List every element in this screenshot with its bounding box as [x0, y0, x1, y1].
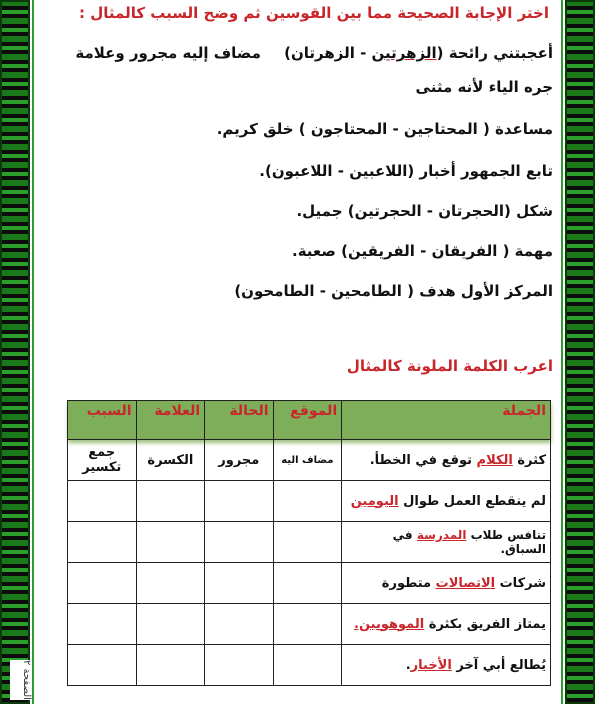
- border-inner-line-right: [561, 0, 563, 704]
- sentence-text: شركات: [495, 575, 546, 591]
- row-sentence: [342, 440, 551, 481]
- cell-position[interactable]: [273, 563, 342, 604]
- cell-case[interactable]: [205, 604, 273, 645]
- sentence-text: يمتاز الفريق بكثرة: [424, 616, 546, 632]
- cell-mark[interactable]: [136, 522, 205, 563]
- row-sentence: [342, 645, 551, 686]
- colored-word: الكلام: [476, 452, 513, 468]
- cell-reason[interactable]: [68, 481, 137, 522]
- sentence-text: في السباق.: [392, 528, 546, 556]
- row-sentence: [342, 563, 551, 604]
- decorative-border-right: [565, 0, 595, 704]
- example-text-before: أعجبتني رائحة (: [436, 44, 553, 62]
- exercise-item-1: مساعدة ( المحتاجين - المحتاجون ) خلق كريم.: [216, 120, 553, 138]
- table-row: [68, 604, 551, 645]
- example-note-line2: جره الياء لأنه مثنى: [415, 78, 553, 96]
- header-case: الحالة: [205, 401, 273, 440]
- cell-position: مضاف اليه: [273, 440, 342, 481]
- decorative-border-left: [0, 0, 30, 704]
- cell-position[interactable]: [273, 522, 342, 563]
- exercise-item-2: تابع الجمهور أخبار (اللاعبين - اللاعبون).: [259, 162, 553, 180]
- cell-position[interactable]: [273, 604, 342, 645]
- sentence-text: توقع في الخطأ.: [369, 452, 477, 468]
- colored-word: المدرسة: [416, 528, 467, 542]
- row-sentence: [342, 604, 551, 645]
- colored-word: الموهوبين.: [354, 616, 425, 632]
- cell-reason[interactable]: [68, 604, 137, 645]
- table-header-row: [68, 401, 551, 440]
- worksheet: [21, 0, 555, 704]
- table-row: [68, 645, 551, 686]
- cell-position[interactable]: [273, 481, 342, 522]
- section2-heading: اعرب الكلمة الملونة كالمثال: [346, 357, 553, 375]
- cell-mark: الكسرة: [136, 440, 205, 481]
- row-sentence: [342, 481, 551, 522]
- cell-mark[interactable]: [136, 604, 205, 645]
- sentence-text: يُطالع أبي آخر: [451, 657, 546, 673]
- cell-mark[interactable]: [136, 481, 205, 522]
- cell-mark[interactable]: [136, 645, 205, 686]
- sentence-text: كثرة: [512, 452, 546, 468]
- header-mark: العلامة: [136, 401, 205, 440]
- row-sentence: [342, 522, 551, 563]
- cell-reason[interactable]: [68, 563, 137, 604]
- border-inner-line-left: [32, 0, 34, 704]
- cell-case[interactable]: [205, 522, 273, 563]
- cell-reason: جمع تكسير: [68, 440, 137, 481]
- table-row: [68, 440, 551, 481]
- exercise-item-4: مهمة ( الفريقان - الفريقين) صعبة.: [292, 242, 553, 260]
- section1-heading: اختر الإجابة الصحيحة مما بين القوسين ثم وضح السبب كالمثال :: [79, 4, 549, 22]
- header-reason: السبب: [68, 401, 137, 440]
- parsing-table: [67, 400, 551, 686]
- sentence-text: لم ينقطع العمل طوال: [398, 493, 546, 509]
- cell-case: مجرور: [205, 440, 273, 481]
- example-note: مضاف إليه مجرور وعلامة: [75, 44, 261, 62]
- cell-reason[interactable]: [68, 522, 137, 563]
- sentence-text: .: [405, 657, 411, 673]
- colored-word: الاتصالات: [435, 575, 496, 591]
- colored-word: اليومين: [350, 493, 399, 509]
- cell-case[interactable]: [205, 645, 273, 686]
- header-position: الموقع: [273, 401, 342, 440]
- table-row: [68, 563, 551, 604]
- example-answer: الزهرتين: [371, 44, 437, 62]
- sentence-text: متطورة: [381, 575, 436, 591]
- example-sentence: [75, 44, 553, 62]
- exercise-item-5: المركز الأول هدف ( الطامحين - الطامحون): [234, 282, 553, 300]
- cell-mark[interactable]: [136, 563, 205, 604]
- page-number: الصفحة ٢: [10, 660, 32, 700]
- table-row: [68, 481, 551, 522]
- colored-word: الأخبار: [410, 657, 452, 673]
- exercise-item-3: شكل (الحجرتان - الحجرتين) جميل.: [296, 202, 553, 220]
- cell-position[interactable]: [273, 645, 342, 686]
- cell-case[interactable]: [205, 481, 273, 522]
- table-row: [68, 522, 551, 563]
- example-text-after: - الزهرتان): [284, 44, 372, 62]
- cell-case[interactable]: [205, 563, 273, 604]
- header-sentence: الجملة: [342, 401, 551, 440]
- sentence-text: تنافس طلاب: [466, 528, 546, 542]
- cell-reason[interactable]: [68, 645, 137, 686]
